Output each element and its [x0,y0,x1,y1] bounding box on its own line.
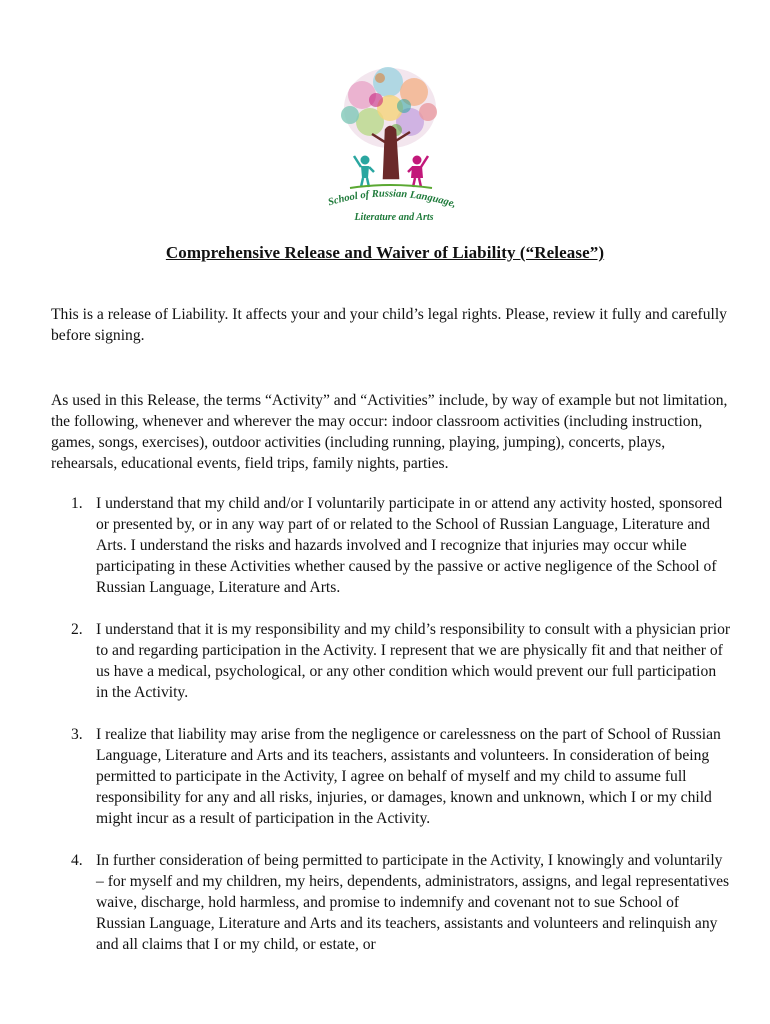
clause-number: 1. [71,495,83,512]
clause-text: I understand that it is my responsibility and my child’s responsibility to consult with a physician prior to and regarding participation in the Activity. I represent that we are physically fit and that neither of us have a medical, psychological, or any other condition which would prevent our full participation in the Activity. [96,621,731,701]
list-item [51,493,731,598]
clause-text: I realize that liability may arise from the negligence or carelessness on the part of School of Russian Language, Literature and Arts and its teachers, assistants and volunteers. In consideration of being permitted to participate in the Activity, I agree on behalf of myself and my child to assume full responsibility for any and all risks, injuries, or damages, known and unknown, which I or my child might incur as a result of participation in the Activity. [96,726,721,827]
document-title: Comprehensive Release and Waiver of Liability (“Release”) [165,243,605,262]
child-figure-icon [408,156,428,188]
definitions-paragraph: As used in this Release, the terms “Activity” and “Activities” include, by way of example but not limitation, the following, whenever and wherever the may occur: indoor classroom activities (including instruction, games, songs, exercises), outdoor activities (including running, playing, jumping), concerts, plays, rehearsals, educational events, field trips, family nights, parties. [51,392,728,472]
logo-school-name: School of Russian Language, [326,188,458,211]
clause-number: 4. [71,852,83,869]
logo-school-subname: Literature and Arts [354,212,434,223]
list-item [51,850,731,955]
clause-text: In further consideration of being permitted to participate in the Activity, I knowingly and voluntarily – for myself and my children, my heirs, dependents, administrators, assigns, and legal representatives waive, discharge, hold harmless, and promise to indemnify and covenant not to sue School of Russian Language, Literature and Arts and its teachers, assistants and volunteers and relinquish any and all claims that I or my child, or estate, or [96,852,730,953]
clause-text: I understand that my child and/or I voluntarily participate in or attend any activity hosted, sponsored or presented by, or in any way part of or related to the School of Russian Language, Literature and Arts. I understand the risks and hazards involved and I recognize that injuries may occur while participating in these Activities whether caused by the passive or active negligence of the School of Russian Language, Literature and Arts. [96,495,723,596]
clause-number: 3. [71,726,83,743]
child-figure-icon [354,156,374,188]
list-item [51,619,731,703]
waiver-clauses-list [51,493,731,976]
clause-number: 2. [71,621,83,638]
intro-paragraph: This is a release of Liability. It affects your and your child’s legal rights. Please, review it fully and carefully before signing. [51,306,727,344]
list-item [51,724,731,829]
school-logo [310,60,475,225]
